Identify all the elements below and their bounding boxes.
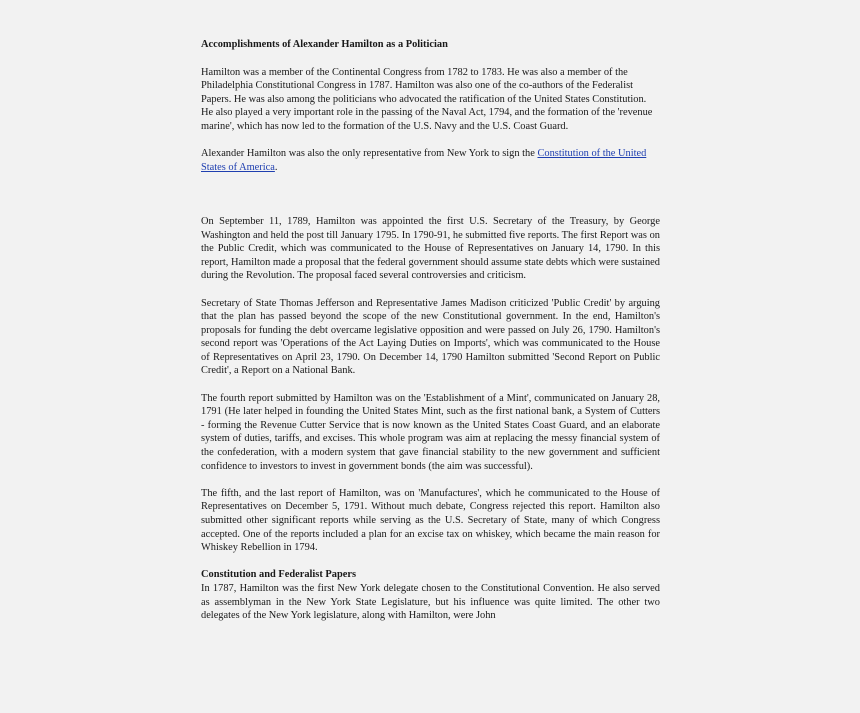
spacer bbox=[201, 188, 660, 215]
subsection-heading: Constitution and Federalist Papers bbox=[201, 569, 356, 581]
paragraph-treasury-secretary: On September 11, 1789, Hamilton was appointed the first U.S. Secretary of the Treasury, by George Washington and held the post till January 1795. In 1790-91, he submitted five reports. The first Report was on the Public Credit, which was communicated to the House of Representatives on January 14, 1790. In this report, Hamilton made a proposal that the federal government should assume state debts which were sustained during the Revolution. The proposal faced several controversies and criticism. bbox=[201, 215, 660, 282]
paragraph-manufactures: The fifth, and the last report of Hamilton, was on 'Manufactures', which he communicated to the House of Representatives on December 5, 1791. Without much debate, Congress rejected this report. Hamilton also submitted other significant reports while serving as the U.S. Secretary of State, many of which Congress accepted. One of the reports included a plan for an excise tax on whiskey, which became the main reason for Whiskey Rebellion in 1794. bbox=[201, 487, 660, 554]
constitution-link[interactable]: Constitution of the United States of America bbox=[201, 148, 647, 173]
paragraph-public-credit: Secretary of State Thomas Jefferson and Representative James Madison criticized 'Public Credit' by arguing that the plan has passed beyond the scope of the new Constitutional government. In the end, Hamilton's proposals for funding the debt overcame legislative opposition and were passed on July 26, 1790. Hamilton's second report was 'Operations of the Act Laying Duties on Imports', which was communicated to the House of Representatives on April 23, 1790. On December 14, 1790 Hamilton submitted 'Second Report on Public Credit', a Report on a National Bank. bbox=[201, 297, 660, 377]
paragraph-continental-congress: Hamilton was a member of the Continental Congress from 1782 to 1783. He was also a member of the Philadelphia Constitutional Congress in 1787. Hamilton was also one of the co-authors of the Federalist Papers. He was also among the politicians who advocated the ratification of the United States Constitution. He also played a very important role in the passing of the Naval Act, 1794, and the formation of the 'revenue marine', which has now led to the formation of the U.S. Navy and the U.S. Coast Guard. bbox=[201, 66, 653, 132]
paragraph-text: Alexander Hamilton was also the only representative from New York to sign the bbox=[201, 148, 538, 160]
paragraph-text-end: . bbox=[274, 161, 278, 173]
paragraph-constitution-signer bbox=[201, 147, 660, 174]
section-heading: Accomplishments of Alexander Hamilton as a Politician bbox=[201, 39, 448, 50]
paragraph-constitutional-convention: In 1787, Hamilton was the first New York delegate chosen to the Constitutional Convention. He also served as assemblyman in the New York State Legislature, but his influence was quite limited. The other two delegates of the New York legislature, along with Hamilton, were John bbox=[201, 582, 660, 622]
paragraph-mint: The fourth report submitted by Hamilton was on the 'Establishment of a Mint', communicated on January 28, 1791 (He later helped in founding the United States Mint, such as the first national bank, a System of Cutters - forming the Revenue Cutter Service that is now known as the United States Coast Guard, and an elaborate system of duties, tariffs, and excises. This whole program was aim at replacing the messy financial system of the confederation, with a modern system that gave financial stability to the new government and sufficient confidence to investors to invest in government bonds (the aim was successful). bbox=[201, 392, 660, 472]
document-page bbox=[201, 38, 660, 623]
